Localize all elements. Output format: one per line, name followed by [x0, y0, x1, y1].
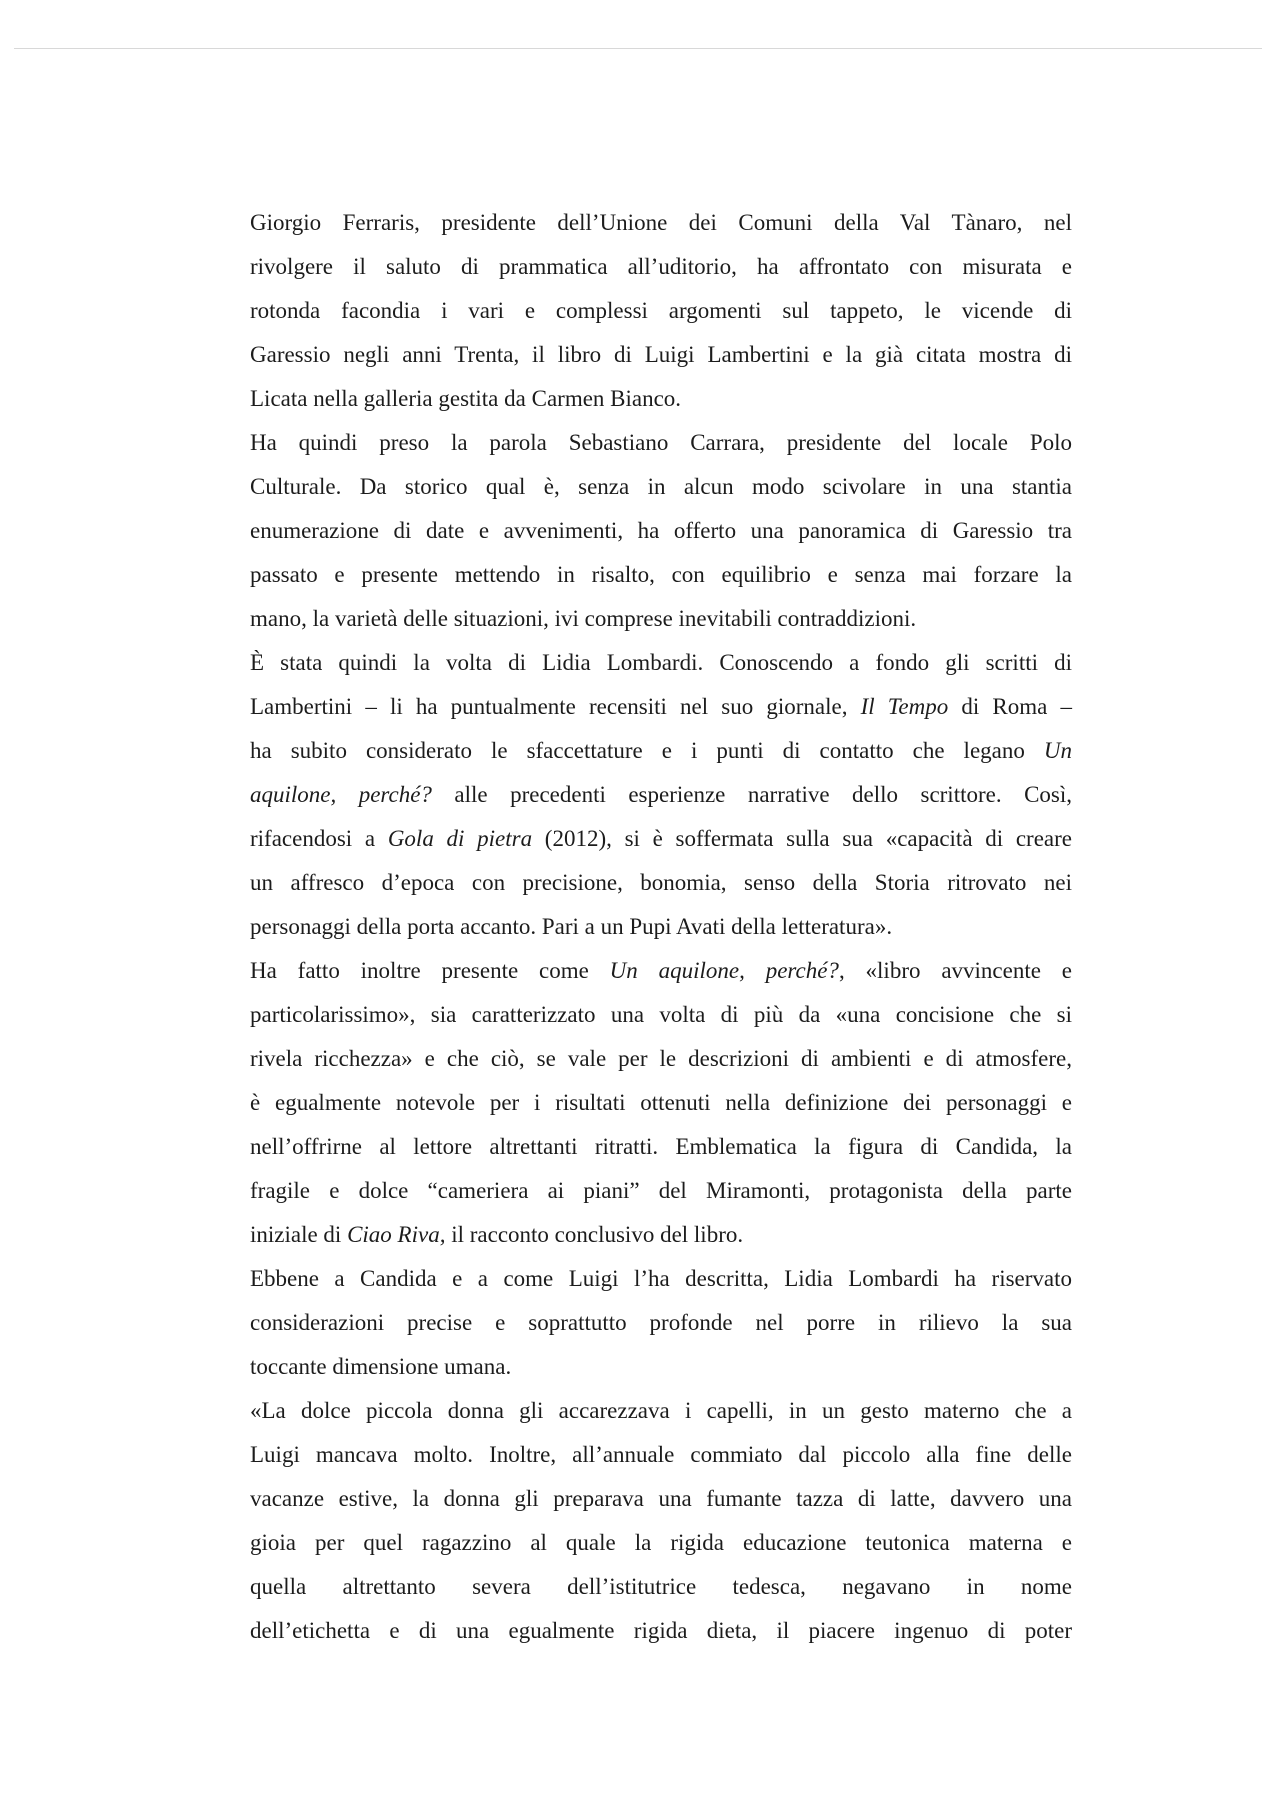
- text-segment: è egualmente notevole per i risultati ottenuti nella definizione dei personaggi e: [250, 1090, 1072, 1115]
- text-segment: Garessio negli anni Trenta, il libro di Luigi Lambertini e la già citata mostra di: [250, 342, 1072, 367]
- text-segment: rivela ricchezza» e che ciò, se vale per le descrizioni di ambienti e di atmosfere,: [250, 1046, 1072, 1071]
- text-segment: Licata nella galleria gestita da Carmen Bianco.: [250, 386, 682, 411]
- text-line: [250, 1257, 1072, 1301]
- text-line: [250, 1125, 1072, 1169]
- text-segment: «La dolce piccola donna gli accarezzava i capelli, in un gesto materno che a: [250, 1398, 1072, 1423]
- text-segment: Lambertini – li ha puntualmente recensiti nel suo giornale,: [250, 694, 861, 719]
- text-line: [250, 1609, 1072, 1653]
- text-segment: quella altrettanto severa dell’istitutrice tedesca, negavano in nome: [250, 1574, 1072, 1599]
- italic-title-text: aquilone, perché?: [250, 782, 432, 807]
- text-segment: Ha fatto inoltre presente come: [250, 958, 610, 983]
- text-segment: un affresco d’epoca con precisione, bonomia, senso della Storia ritrovato nei: [250, 870, 1072, 895]
- text-line: [250, 597, 1072, 641]
- text-line: [250, 861, 1072, 905]
- text-segment: , «libro avvincente e: [838, 958, 1072, 983]
- italic-title-text: Un aquilone, perché?: [609, 958, 839, 983]
- text-line: [250, 1433, 1072, 1477]
- text-line: [250, 1345, 1072, 1389]
- italic-title-text: Il Tempo: [860, 694, 949, 719]
- text-segment: rifacendosi a: [250, 826, 388, 851]
- text-line: [250, 509, 1072, 553]
- text-segment: alle precedenti esperienze narrative dello scrittore. Così,: [431, 782, 1072, 807]
- text-segment: il racconto conclusivo del libro.: [445, 1222, 744, 1247]
- text-line: [250, 377, 1072, 421]
- text-line: [250, 421, 1072, 465]
- text-segment: mano, la varietà delle situazioni, ivi comprese inevitabili contraddizioni.: [250, 606, 917, 631]
- text-line: [250, 1037, 1072, 1081]
- text-line: [250, 993, 1072, 1037]
- text-segment: iniziale di: [250, 1222, 348, 1247]
- text-line: [250, 1301, 1072, 1345]
- text-line: [250, 817, 1072, 861]
- text-line: [250, 905, 1072, 949]
- text-line: [250, 949, 1072, 993]
- text-line: [250, 201, 1072, 245]
- text-segment: Ebbene a Candida e a come Luigi l’ha descritta, Lidia Lombardi ha riservato: [250, 1266, 1072, 1291]
- text-segment: passato e presente mettendo in risalto, con equilibrio e senza mai forzare la: [250, 562, 1072, 587]
- text-line: [250, 1213, 1072, 1257]
- text-line: [250, 333, 1072, 377]
- text-line: [250, 1477, 1072, 1521]
- page-top-rule: [14, 48, 1262, 49]
- text-segment: enumerazione di date e avvenimenti, ha offerto una panoramica di Garessio tra: [250, 518, 1072, 543]
- text-line: [250, 1169, 1072, 1213]
- text-line: [250, 289, 1072, 333]
- italic-title-text: Ciao Riva,: [347, 1222, 446, 1247]
- italic-title-text: Gola di pietra: [387, 826, 533, 851]
- text-segment: toccante dimensione umana.: [250, 1354, 512, 1379]
- text-line: [250, 1521, 1072, 1565]
- text-segment: dell’etichetta e di una egualmente rigida dieta, il piacere ingenuo di poter: [250, 1618, 1072, 1643]
- text-segment: Culturale. Da storico qual è, senza in alcun modo scivolare in una stantia: [250, 474, 1072, 499]
- text-line: [250, 773, 1072, 817]
- text-line: [250, 729, 1072, 773]
- text-segment: vacanze estive, la donna gli preparava una fumante tazza di latte, davvero una: [250, 1486, 1072, 1511]
- text-line: [250, 641, 1072, 685]
- text-line: [250, 1389, 1072, 1433]
- text-segment: gioia per quel ragazzino al quale la rigida educazione teutonica materna e: [250, 1530, 1072, 1555]
- text-segment: ha subito considerato le sfaccettature e i punti di contatto che legano: [250, 738, 1044, 763]
- text-segment: (2012), si è soffermata sulla sua «capacità di creare: [532, 826, 1072, 851]
- text-segment: considerazioni precise e soprattutto profonde nel porre in rilievo la sua: [250, 1310, 1072, 1335]
- text-line: [250, 1081, 1072, 1125]
- text-segment: nell’offrirne al lettore altrettanti ritratti. Emblematica la figura di Candida, la: [250, 1134, 1072, 1159]
- text-segment: fragile e dolce “cameriera ai piani” del Miramonti, protagonista della parte: [250, 1178, 1072, 1203]
- italic-title-text: Un: [1043, 738, 1072, 763]
- text-line: [250, 553, 1072, 597]
- text-line: [250, 245, 1072, 289]
- text-segment: Luigi mancava molto. Inoltre, all’annuale commiato dal piccolo alla fine delle: [250, 1442, 1072, 1467]
- text-segment: È stata quindi la volta di Lidia Lombardi. Conoscendo a fondo gli scritti di: [250, 650, 1072, 675]
- document-body: [250, 201, 1072, 1653]
- text-segment: rivolgere il saluto di prammatica all’uditorio, ha affrontato con misurata e: [250, 254, 1072, 279]
- text-line: [250, 685, 1072, 729]
- text-segment: di Roma –: [948, 694, 1072, 719]
- text-segment: personaggi della porta accanto. Pari a un Pupi Avati della letteratura».: [250, 914, 893, 939]
- text-segment: Giorgio Ferraris, presidente dell’Unione dei Comuni della Val Tànaro, nel: [250, 210, 1072, 235]
- text-segment: Ha quindi preso la parola Sebastiano Carrara, presidente del locale Polo: [250, 430, 1072, 455]
- text-line: [250, 1565, 1072, 1609]
- text-segment: particolarissimo», sia caratterizzato una volta di più da «una concisione che si: [250, 1002, 1072, 1027]
- text-line: [250, 465, 1072, 509]
- text-segment: rotonda facondia i vari e complessi argomenti sul tappeto, le vicende di: [250, 298, 1072, 323]
